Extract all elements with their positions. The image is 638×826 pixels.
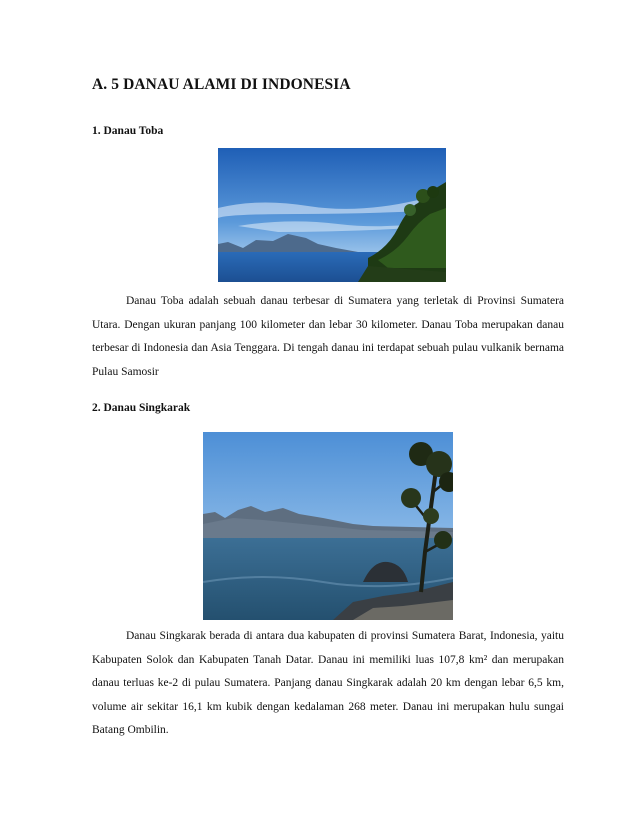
danau-singkarak-photo [203, 432, 453, 620]
section-title-singkarak: 2. Danau Singkarak [92, 402, 191, 414]
section-paragraph-singkarak: Danau Singkarak berada di antara dua kabupaten di provinsi Sumatera Barat, Indonesia, yaitu Kabupaten Solok dan Kabupaten Tanah Datar. Danau ini memiliki luas 107,8 km² dan merupakan danau terluas ke-2 di pulau Sumatera. Panjang danau Singkarak adalah 20 km dengan lebar 6,5 km, volume air sekitar 16,1 km kubik dengan kedalaman 268 meter. Danau ini merupakan hulu sungai Batang Ombilin. [92, 630, 564, 736]
page-heading: A. 5 DANAU ALAMI DI INDONESIA [92, 76, 351, 93]
danau-toba-photo [218, 148, 446, 282]
section-title-toba: 1. Danau Toba [92, 125, 164, 137]
section-paragraph-toba: Danau Toba adalah sebuah danau terbesar di Sumatera yang terletak di Provinsi Sumatera Utara. Dengan ukuran panjang 100 kilometer dan lebar 30 kilometer. Danau Toba merupakan danau terbesar di Indonesia dan Asia Tenggara. Di tengah danau ini terdapat sebuah pulau vulkanik bernama Pulau Samosir [92, 295, 564, 378]
